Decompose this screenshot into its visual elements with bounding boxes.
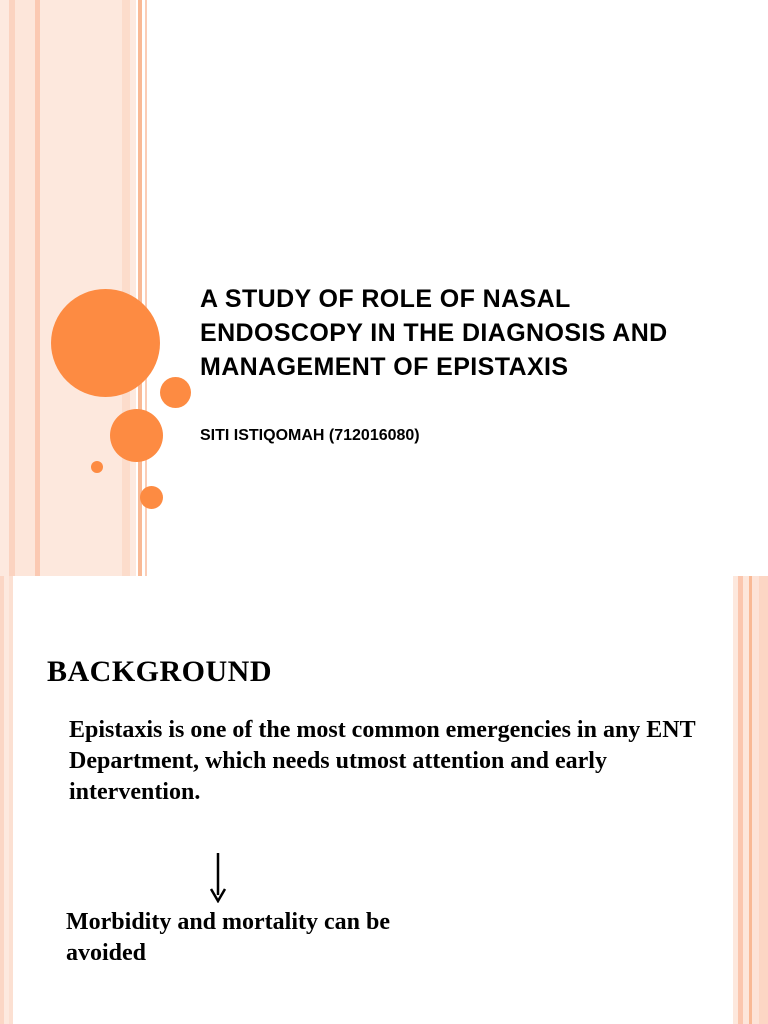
slide-title: A STUDY OF ROLE OF NASAL ENDOSCOPY IN THE DIAGNOSIS AND MANAGEMENT OF EPISTAXIS xyxy=(200,285,668,381)
tiny-circle-decoration xyxy=(91,461,103,473)
down-arrow-icon xyxy=(208,851,228,903)
decorative-stripe xyxy=(130,0,136,576)
decorative-stripe xyxy=(752,576,759,1024)
decorative-stripe xyxy=(40,0,122,576)
large-circle-decoration xyxy=(51,289,160,397)
conclusion-text: Morbidity and mortality can be avoided xyxy=(66,909,390,966)
background-paragraph: Epistaxis is one of the most common emergencies in any ENT Department, which needs utmost attention and early intervention. xyxy=(69,717,696,805)
slide-subtitle: SITI ISTIQOMAH (712016080) xyxy=(200,427,420,444)
small-circle-decoration xyxy=(160,377,191,408)
background-slide xyxy=(0,576,768,1024)
decorative-stripe xyxy=(0,0,9,576)
section-heading: BACKGROUND xyxy=(47,655,273,688)
decorative-stripe xyxy=(9,576,13,1024)
decorative-stripe xyxy=(15,0,35,576)
decorative-stripe xyxy=(759,576,768,1024)
decorative-stripe xyxy=(122,0,130,576)
small-circle-decoration xyxy=(140,486,163,509)
medium-circle-decoration xyxy=(110,409,163,462)
